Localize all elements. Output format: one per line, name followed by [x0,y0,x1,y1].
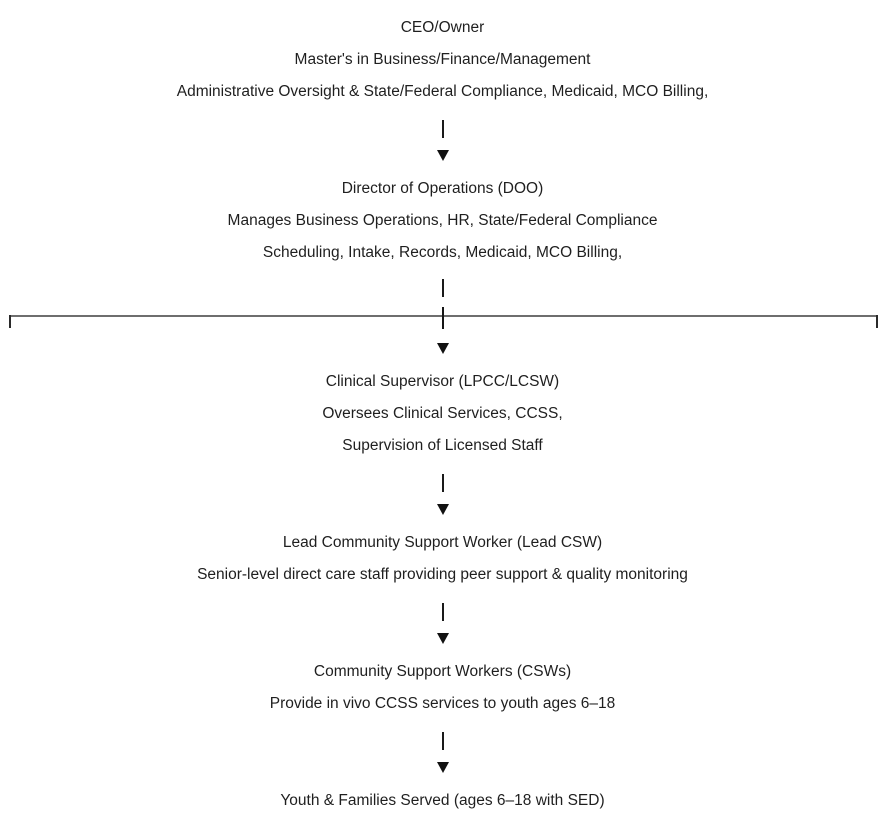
bracket-horizontal-line [9,315,878,317]
node-doo-detail-1: Manages Business Operations, HR, State/Federal Compliance [227,212,658,229]
bracket-center-tick [442,307,444,329]
connector-doo-to-supervisor [0,269,885,366]
node-ceo-detail-1: Master's in Business/Finance/Management [294,51,591,68]
connector-line [442,474,444,492]
node-clinical-supervisor-detail-1: Oversees Clinical Services, CCSS, [322,405,563,422]
node-doo-detail-2: Scheduling, Intake, Records, Medicaid, MCO Billing, [262,244,623,261]
node-csw [270,656,615,720]
connector-line [442,120,444,138]
connector-line [442,732,444,750]
span-bracket [0,307,885,329]
node-doo-title: Director of Operations (DOO) [341,180,544,197]
node-csw-title: Community Support Workers (CSWs) [313,663,572,680]
bracket-left-tick [9,315,11,328]
connector-line [442,279,444,297]
arrow-down-icon [437,762,449,773]
node-clinical-supervisor-title: Clinical Supervisor (LPCC/LCSW) [325,373,560,390]
bracket-right-tick [876,315,878,328]
node-clinical-supervisor [322,366,562,462]
node-ceo-title: CEO/Owner [400,19,485,36]
node-lead-csw-title: Lead Community Support Worker (Lead CSW) [282,534,603,551]
connector-line [442,603,444,621]
connector-leadcsw-to-csw [0,591,885,656]
node-doo [228,173,658,269]
node-clinical-supervisor-detail-2: Supervision of Licensed Staff [342,437,543,454]
connector-csw-to-youth [0,720,885,785]
connector-supervisor-to-leadcsw [0,462,885,527]
arrow-down-icon [437,633,449,644]
node-youth-families [280,785,604,817]
arrow-down-icon [437,504,449,515]
node-youth-families-title: Youth & Families Served (ages 6–18 with SED) [280,792,605,809]
node-ceo [177,12,709,108]
arrow-down-icon [437,150,449,161]
node-lead-csw-detail-1: Senior-level direct care staff providing peer support & quality monitoring [197,566,688,583]
node-csw-detail-1: Provide in vivo CCSS services to youth ages 6–18 [269,695,616,712]
arrow-down-icon [437,343,449,354]
connector-ceo-to-doo [0,108,885,173]
node-ceo-detail-2: Administrative Oversight & State/Federal Compliance, Medicaid, MCO Billing, [176,83,709,100]
node-lead-csw [197,527,688,591]
